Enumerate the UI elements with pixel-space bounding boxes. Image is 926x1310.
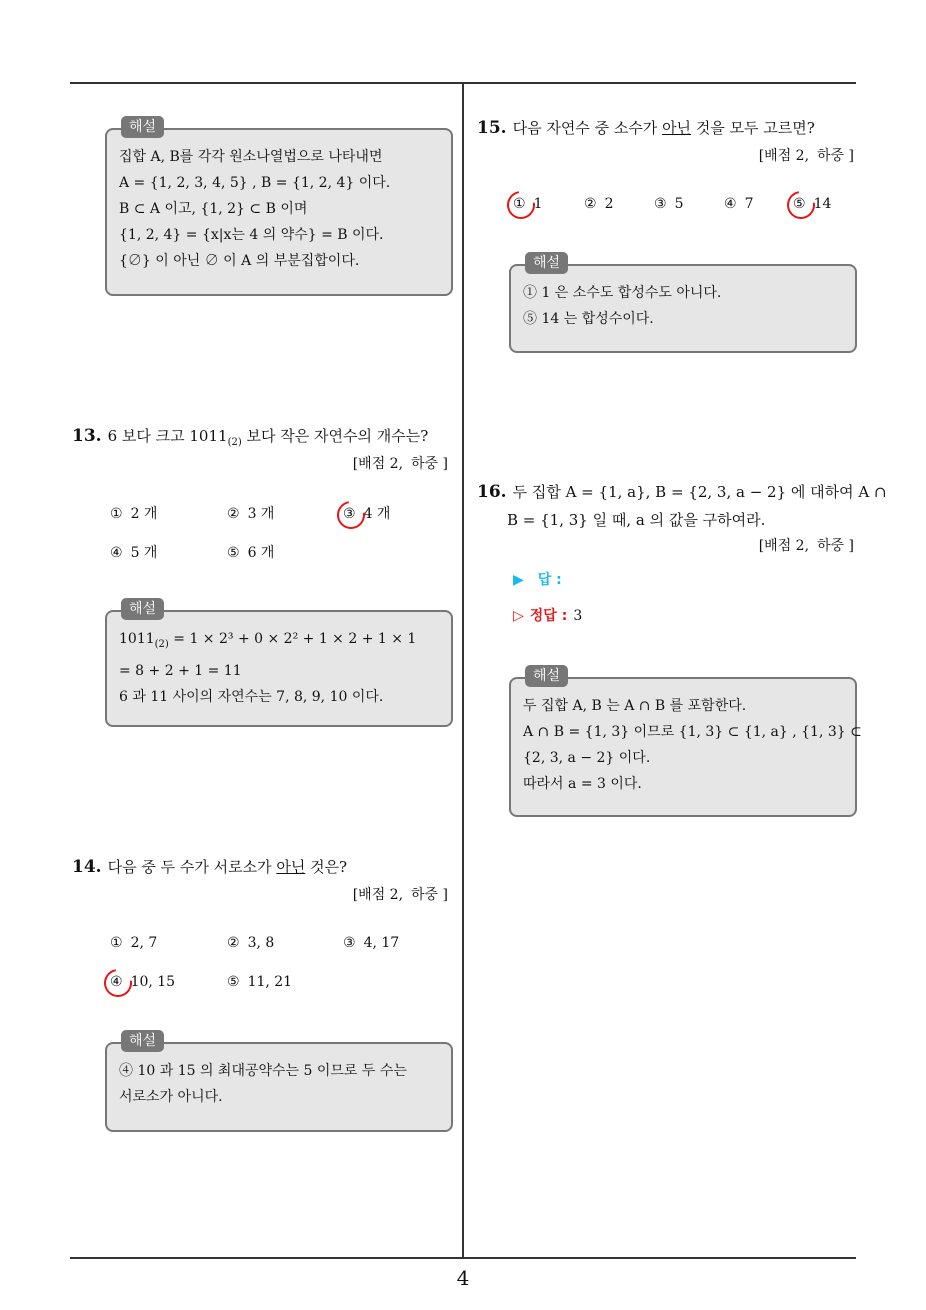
difficulty-label: 하중 ] [817, 538, 854, 554]
choice-1[interactable] [110, 935, 157, 951]
score-label: [배점 2, [758, 148, 810, 164]
explanation-tag: 해설 [525, 665, 568, 687]
explanation-line [119, 626, 439, 658]
choice-text: 6 개 [247, 545, 275, 561]
correct-answer-label: 정답 : [529, 608, 568, 624]
explanation-line: A ∩ B = {1, 3} 이므로 {1, 3} ⊂ {1, a} , {1, 3} ⊂ [523, 724, 862, 740]
choice-mark [793, 196, 806, 212]
answer-circle [332, 496, 371, 535]
choice-text: 7 [744, 196, 754, 212]
choice-text: 3, 8 [247, 935, 275, 951]
explanation-subscript: (2) [154, 638, 169, 650]
choice-4[interactable] [724, 196, 753, 212]
explanation-line: {1, 2, 4} = {x|x는 4 의 약수} = B 이다. [119, 227, 384, 243]
difficulty-label: 하중 ] [411, 456, 448, 472]
question-subscript: (2) [227, 437, 242, 448]
question-number: 16. [477, 482, 507, 502]
choice-text: 4 개 [363, 506, 391, 522]
choice-text: 3 개 [247, 506, 275, 522]
question-text: 두 집합 A = {1, a}, B = {2, 3, a − 2} 에 대하여 A ∩ [512, 483, 887, 501]
question-number: 13. [72, 426, 102, 446]
explanation-tag: 해설 [525, 252, 568, 274]
question-13 [72, 424, 428, 455]
q13-explanation-box [105, 601, 453, 727]
choice-mark: ④ [110, 545, 123, 561]
choice-1[interactable] [110, 503, 157, 523]
choice-mark [343, 506, 356, 522]
choice-text: 2, 7 [130, 935, 158, 951]
score-meta [759, 535, 854, 555]
choice-2[interactable] [227, 503, 274, 523]
choice-mark: ② [227, 935, 240, 951]
choice-5[interactable] [227, 542, 274, 562]
question-text: 다음 자연수 중 소수가 [512, 119, 663, 137]
choice-mark-glyph: ⑤ [793, 196, 806, 212]
choice-4[interactable] [110, 974, 175, 990]
explanation-line: ⑤ 14 는 합성수이다. [523, 311, 654, 327]
question-number: 14. [72, 857, 102, 877]
choice-4[interactable] [110, 542, 157, 562]
question-text-line2: B = {1, 3} 일 때, a 의 값을 구하여라. [507, 511, 766, 529]
explanation-tag: 해설 [121, 1030, 164, 1052]
choice-text: 5 [674, 196, 684, 212]
choice-mark: ③ [654, 196, 667, 212]
explanation-line: 집합 A, B를 각각 원소나열법으로 나타내면 [119, 149, 383, 165]
choice-mark: ④ [724, 196, 737, 212]
question-underlined: 아닌 [662, 119, 692, 137]
explanation-text: 1011 [119, 631, 155, 647]
explanation-line: {∅} 이 아닌 ∅ 이 A 의 부분집합이다. [119, 253, 360, 269]
choice-mark [110, 974, 123, 990]
choice-5[interactable] [793, 196, 831, 212]
page-number: 4 [456, 1266, 470, 1290]
score-meta [353, 884, 448, 904]
explanation-tag: 해설 [121, 116, 164, 138]
explanation-tag: 해설 [121, 598, 164, 620]
choice-1[interactable] [513, 196, 542, 212]
choice-text: 14 [813, 196, 832, 212]
choice-3[interactable] [343, 935, 399, 951]
choice-mark: ① [110, 506, 123, 522]
choice-mark-glyph: ③ [343, 506, 356, 522]
choice-2[interactable] [584, 196, 613, 212]
explanation-line: A = {1, 2, 3, 4, 5} , B = {1, 2, 4} 이다. [119, 175, 391, 191]
choice-mark: ② [584, 196, 597, 212]
explanation-line: B ⊂ A 이고, {1, 2} ⊂ B 이며 [119, 201, 308, 217]
explanation-text: = 1 × 2³ + 0 × 2² + 1 × 2 + 1 × 1 [168, 631, 417, 647]
correct-answer-value: 3 [573, 608, 583, 624]
question-16 [477, 480, 887, 532]
question-15 [477, 116, 815, 140]
question-text: 다음 중 두 수가 서로소가 [107, 858, 277, 876]
q12-explanation-box [105, 119, 453, 296]
question-14 [72, 855, 347, 879]
correct-answer-line [513, 605, 582, 625]
explanation-line: 따라서 a = 3 이다. [523, 776, 642, 792]
choice-mark: ⑤ [227, 974, 240, 990]
choice-2[interactable] [227, 935, 274, 951]
explanation-line: 서로소가 아니다. [119, 1089, 223, 1105]
choice-mark: ③ [343, 935, 356, 951]
answer-circle [502, 186, 541, 225]
choice-mark-glyph: ④ [110, 974, 123, 990]
choice-3[interactable] [654, 196, 683, 212]
explanation-line: = 8 + 2 + 1 = 11 [119, 662, 242, 679]
question-text: 것은? [305, 858, 348, 876]
explanation-line: ④ 10 과 15 의 최대공약수는 5 이므로 두 수는 [119, 1063, 407, 1079]
choice-text: 11, 21 [247, 974, 293, 990]
choice-mark: ① [110, 935, 123, 951]
score-meta [353, 453, 448, 473]
column-divider [462, 84, 464, 1257]
explanation-line: 6 과 11 사이의 자연수는 7, 8, 9, 10 이다. [119, 688, 384, 705]
choice-text: 2 [604, 196, 614, 212]
question-text: 것을 모두 고르면? [691, 119, 815, 137]
outline-arrow-icon: ▷ [513, 608, 524, 624]
choice-mark: ② [227, 506, 240, 522]
q15-explanation-box [509, 255, 857, 353]
question-text: 보다 작은 자연수의 개수는? [241, 427, 429, 445]
choice-text: 1 [533, 196, 543, 212]
difficulty-label: 하중 ] [817, 148, 854, 164]
choice-text: 2 개 [130, 506, 158, 522]
q16-explanation-box [509, 668, 862, 817]
score-label: [배점 2, [352, 887, 404, 903]
answer-line[interactable] [513, 569, 562, 589]
answer-circle [782, 186, 821, 225]
answer-label: 답 : [537, 572, 562, 588]
q14-explanation-box [105, 1033, 453, 1132]
choice-mark: ⑤ [227, 545, 240, 561]
question-underlined: 아닌 [276, 858, 306, 876]
choice-text: 10, 15 [130, 974, 176, 990]
choice-3[interactable] [343, 503, 390, 523]
choice-mark [513, 196, 526, 212]
score-label: [배점 2, [758, 538, 810, 554]
explanation-line: ① 1 은 소수도 합성수도 아니다. [523, 285, 722, 301]
bottom-rule [70, 1257, 856, 1259]
score-meta [759, 145, 854, 165]
question-number: 15. [477, 118, 507, 138]
choice-text: 5 개 [130, 545, 158, 561]
score-label: [배점 2, [352, 456, 404, 472]
play-arrow-icon: ▶ [513, 572, 524, 588]
question-text: 6 보다 크고 1011 [107, 427, 228, 445]
explanation-line: {2, 3, a − 2} 이다. [523, 750, 651, 766]
explanation-line: 두 집합 A, B 는 A ∩ B 를 포함한다. [523, 698, 747, 714]
choice-text: 4, 17 [363, 935, 400, 951]
difficulty-label: 하중 ] [411, 887, 448, 903]
answer-circle [99, 964, 138, 1003]
choice-mark-glyph: ① [513, 196, 526, 212]
choice-5[interactable] [227, 974, 292, 990]
